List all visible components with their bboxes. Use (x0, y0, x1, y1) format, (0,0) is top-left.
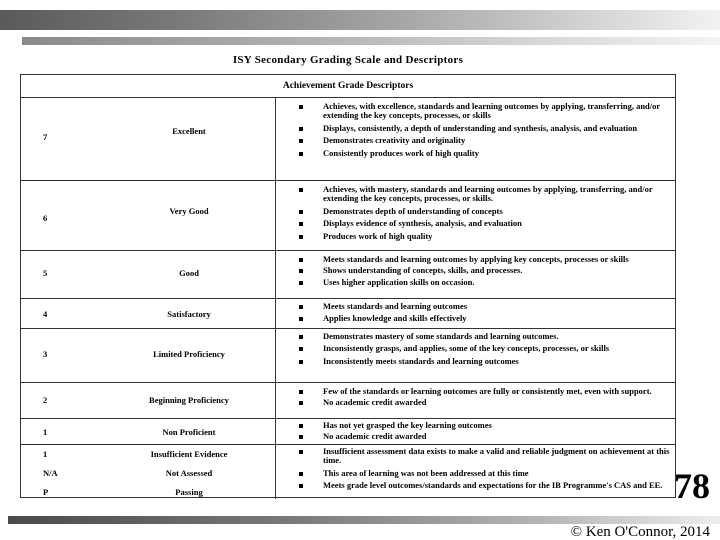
grade-label-passing: Passing (175, 487, 203, 497)
bullet-icon (299, 484, 303, 488)
descriptor-item: Applies knowledge and skills effectively (285, 314, 671, 323)
descriptor-item: Demonstrates mastery of some standards and learning outcomes. (285, 332, 671, 341)
title-decoration-bar (0, 10, 720, 30)
document-title: ISY Secondary Grading Scale and Descriptors (232, 54, 464, 66)
descriptor-list (285, 332, 671, 366)
grade-row-3 (21, 329, 675, 383)
grade-level: 2 (43, 395, 48, 405)
descriptor-item: Has not yet grasped the key learning outcomes (285, 421, 671, 430)
descriptor-list (285, 421, 671, 442)
grade-level: 3 (43, 349, 48, 359)
descriptor-item: Achieves, with excellence, standards and learning outcomes by applying, transferring, and/or extending the key concepts, processes, or skills (285, 102, 671, 121)
descriptor-item: Few of the standards or learning outcomes are fully or consistently met, even with support. (285, 387, 671, 396)
grading-scale-document (18, 48, 678, 498)
descriptor-list (285, 387, 671, 408)
grade-label-not-assessed: Not Assessed (165, 468, 213, 478)
grade-row-6 (21, 181, 675, 251)
descriptor-item: Shows understanding of concepts, skills, and processes. (285, 266, 671, 275)
descriptor-list (285, 255, 671, 287)
bullet-icon (299, 188, 303, 192)
bullet-icon (299, 139, 303, 143)
grade-label: Good (179, 268, 199, 278)
bullet-icon (299, 435, 303, 439)
grade-row-special (21, 445, 675, 497)
bullet-icon (299, 235, 303, 239)
bullet-icon (299, 317, 303, 321)
descriptor-item: Displays evidence of synthesis, analysis, and evaluation (285, 219, 671, 228)
descriptor-item: Inconsistently meets standards and learning outcomes (285, 357, 671, 366)
bullet-icon (299, 390, 303, 394)
grade-level: 4 (43, 309, 48, 319)
grade-label: Non Proficient (162, 427, 216, 437)
grade-level-p: P (43, 487, 49, 497)
grade-label: Limited Proficiency (153, 349, 225, 359)
bullet-icon (299, 105, 303, 109)
descriptor-item: Demonstrates creativity and originality (285, 136, 671, 145)
descriptor-item: Achieves, with mastery, standards and learning outcomes by applying, transferring, and/or extending the key concepts, processes, or skills. (285, 185, 671, 204)
descriptor-item: Consistently produces work of high quality (285, 149, 671, 158)
grade-row-7 (21, 97, 675, 181)
grade-row-4 (21, 299, 675, 329)
bullet-icon (299, 360, 303, 364)
grade-level: 1 (43, 427, 48, 437)
descriptor-item: Meets grade level outcomes/standards and expectations for the IB Programme's CAS and EE. (285, 481, 671, 490)
descriptor-item: Meets standards and learning outcomes by applying key concepts, processes or skills (285, 255, 671, 264)
bullet-icon (299, 269, 303, 273)
grading-table (20, 74, 676, 498)
descriptor-list (285, 102, 671, 158)
grade-level: 7 (43, 132, 48, 142)
grade-level: 1 (43, 449, 48, 459)
bullet-icon (299, 222, 303, 226)
footer-decoration-bar (8, 516, 720, 524)
grade-level-na: N/A (43, 468, 58, 478)
descriptor-item: No academic credit awarded (285, 398, 671, 407)
grade-row-5 (21, 251, 675, 299)
descriptor-item: Meets standards and learning outcomes (285, 302, 671, 311)
descriptor-item: Uses higher application skills on occasion. (285, 278, 671, 287)
descriptor-item: No academic credit awarded (285, 432, 671, 441)
bullet-icon (299, 472, 303, 476)
grade-label: Insufficient Evidence (150, 449, 228, 459)
descriptor-item: Demonstrates depth of understanding of concepts (285, 207, 671, 216)
bullet-icon (299, 347, 303, 351)
grade-label: Beginning Proficiency (149, 395, 229, 405)
bullet-icon (299, 210, 303, 214)
subtitle-decoration-bar (22, 37, 720, 45)
descriptor-item: Displays, consistently, a depth of understanding and synthesis, analysis, and evaluation (285, 124, 671, 133)
copyright-footer: © Ken O'Connor, 2014 (570, 524, 710, 540)
descriptor-list (285, 185, 671, 241)
grade-level: 6 (43, 213, 48, 223)
bullet-icon (299, 258, 303, 262)
bullet-icon (299, 335, 303, 339)
descriptor-item: Insufficient assessment data exists to make a valid and reliable judgment on achievement at this time. (285, 447, 671, 466)
slide-number: 78 (674, 466, 710, 506)
bullet-icon (299, 281, 303, 285)
grade-label: Very Good (169, 206, 209, 216)
bullet-icon (299, 424, 303, 428)
bullet-icon (299, 450, 303, 454)
bullet-icon (299, 401, 303, 405)
bullet-icon (299, 152, 303, 156)
descriptor-item: Inconsistently grasps, and applies, some of the key concepts, processes, or skills (285, 344, 671, 353)
grade-level: 5 (43, 268, 48, 278)
grade-row-1 (21, 419, 675, 445)
grade-row-2 (21, 383, 675, 419)
bullet-icon (299, 305, 303, 309)
descriptor-item: This area of learning was not been addressed at this time (285, 469, 671, 478)
grade-label: Satisfactory (167, 309, 211, 319)
table-header: Achievement Grade Descriptors (21, 75, 675, 98)
descriptor-list (285, 302, 671, 324)
descriptor-list (285, 447, 671, 491)
grade-label: Excellent (172, 126, 206, 136)
descriptor-item: Produces work of high quality (285, 232, 671, 241)
bullet-icon (299, 127, 303, 131)
